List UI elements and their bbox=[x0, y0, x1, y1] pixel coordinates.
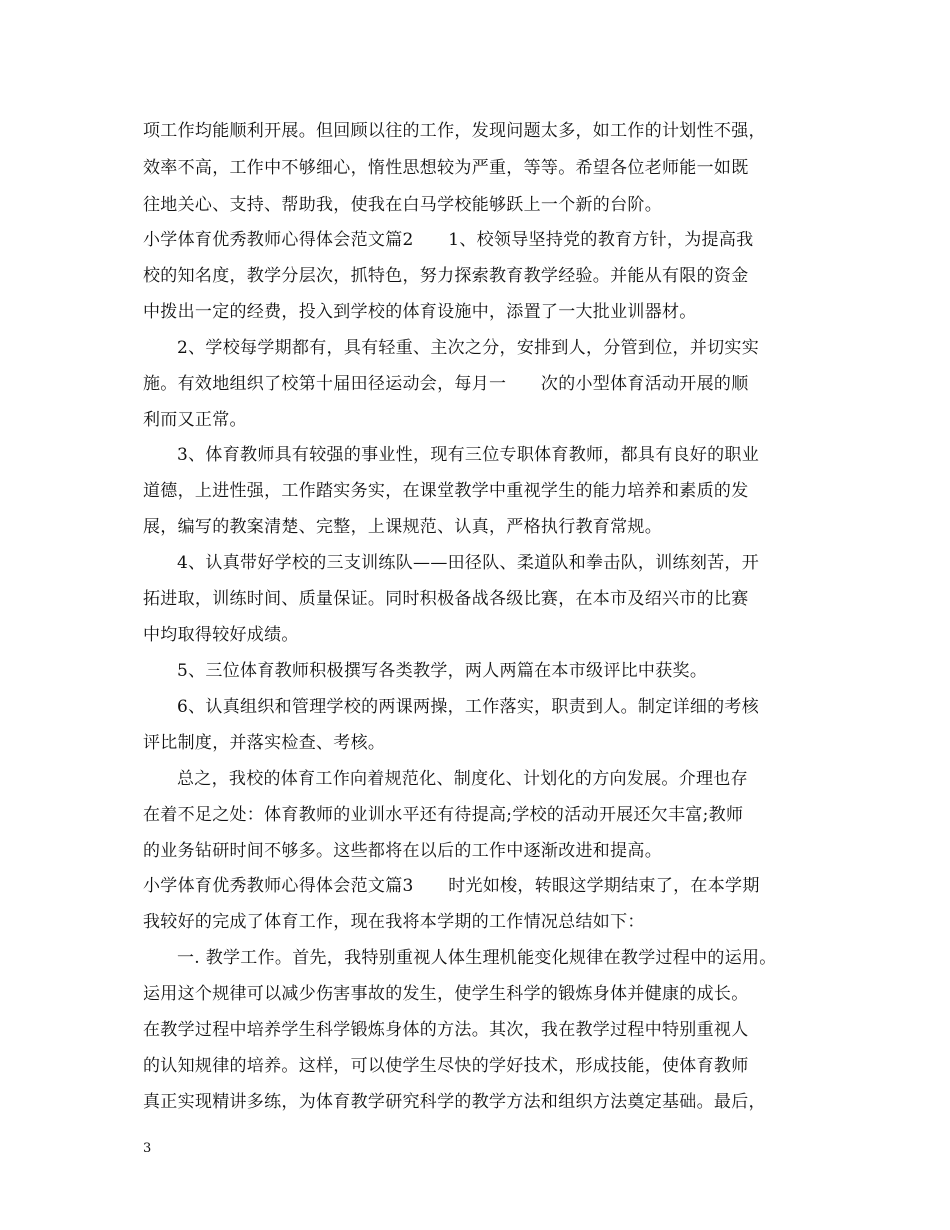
text-line: 往地关心、支持、帮助我，使我在白马学校能够跃上一个新的台阶。 bbox=[143, 195, 662, 215]
text-line: 拓进取，训练时间、质量保证。同时积极备战各级比赛，在本市及绍兴市的比赛 bbox=[143, 589, 749, 609]
text-line: 项工作均能顺利开展。但回顾以往的工作，发现问题太多，如工作的计划性不强， bbox=[143, 121, 766, 141]
text-line: 中均取得较好成绩。 bbox=[143, 625, 299, 645]
paragraph-start-line: 6、认真组织和管理学校的两课两操，工作落实，职责到人。制定详细的考核 bbox=[177, 697, 760, 717]
section-heading-line: 小学体育优秀教师心得体会范文篇3 时光如梭，转眼这学期结束了，在本学期 bbox=[143, 876, 760, 896]
text-line: 运用这个规律可以减少伤害事故的发生，使学生科学的锻炼身体并健康的成长。 bbox=[143, 984, 749, 1004]
text-line: 校的知名度，教学分层次，抓特色，努力探索教育教学经验。并能从有限的资金 bbox=[143, 266, 749, 286]
text-line: 展，编写的教案清楚、完整，上课规范、认真，严格执行教育常规。 bbox=[143, 517, 662, 537]
text-line: 施。有效地组织了校第十届田径运动会，每月一 次的小型体育活动开展的顺 bbox=[143, 374, 749, 394]
text-line: 在着不足之处：体育教师的业训水平还有待提高;学校的活动开展还欠丰富;教师 bbox=[143, 805, 744, 825]
paragraph-start-line: 总之，我校的体育工作向着规范化、制度化、计划化的方向发展。介理也存 bbox=[177, 769, 748, 789]
page-number: 3 bbox=[143, 1141, 152, 1156]
paragraph-start-line: 5、三位体育教师积极撰写各类教学，两人两篇在本市级评比中获奖。 bbox=[177, 661, 708, 681]
text-line: 在教学过程中培养学生科学锻炼身体的方法。其次，我在教学过程中特别重视人 bbox=[143, 1020, 749, 1040]
paragraph-start-line: 4、认真带好学校的三支训练队——田径队、柔道队和拳击队，训练刻苦，开 bbox=[177, 553, 760, 573]
text-line: 评比制度，并落实检查、考核。 bbox=[143, 733, 386, 753]
text-line: 的业务钻研时间不够多。这些都将在以后的工作中逐渐改进和提高。 bbox=[143, 841, 662, 861]
paragraph-start-line: 3、体育教师具有较强的事业性，现有三位专职体育教师，都具有良好的职业 bbox=[177, 445, 760, 465]
text-line: 利而又正常。 bbox=[143, 410, 247, 430]
text-line: 效率不高，工作中不够细心，惰性思想较为严重，等等。希望各位老师能一如既 bbox=[143, 158, 749, 178]
paragraph-start-line: 2、学校每学期都有，具有轻重、主次之分，安排到人，分管到位，并切实实 bbox=[177, 338, 760, 358]
text-line: 我较好的完成了体育工作，现在我将本学期的工作情况总结如下： bbox=[143, 912, 645, 932]
text-line: 道德，上进性强，工作踏实务实，在课堂教学中重视学生的能力培养和素质的发 bbox=[143, 481, 749, 501]
text-line: 真正实现精讲多练，为体育教学研究科学的教学方法和组织方法奠定基础。最后， bbox=[143, 1092, 766, 1112]
paragraph-start-line: 一. 教学工作。首先，我特别重视人体生理机能变化规律在教学过程中的运用。 bbox=[177, 948, 777, 968]
text-line: 中拨出一定的经费，投入到学校的体育设施中，添置了一大批业训器材。 bbox=[143, 302, 697, 322]
text-line: 的认知规律的培养。这样，可以使学生尽快的学好技术，形成技能，使体育教师 bbox=[143, 1056, 749, 1076]
section-heading-line: 小学体育优秀教师心得体会范文篇2 1、校领导坚持党的教育方针，为提高我 bbox=[143, 230, 754, 250]
